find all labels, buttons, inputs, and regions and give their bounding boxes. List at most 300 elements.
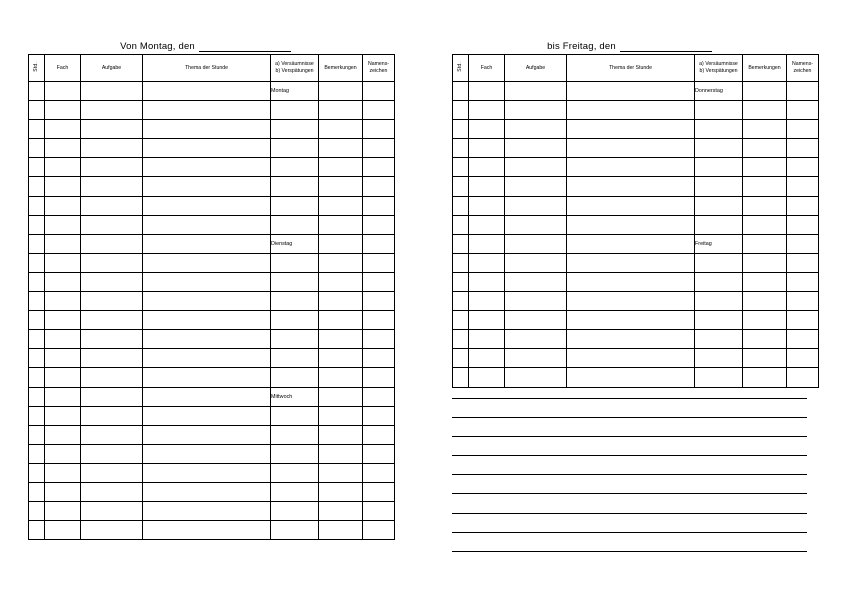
cell-thema[interactable] — [143, 158, 271, 177]
note-line[interactable] — [452, 475, 807, 494]
cell-namenszeichen[interactable] — [363, 425, 395, 444]
cell-aufgabe[interactable] — [505, 215, 567, 234]
cell-bemerkungen[interactable] — [319, 196, 363, 215]
cell-aufgabe[interactable] — [81, 139, 143, 158]
table-row[interactable] — [29, 311, 395, 330]
cell-versaeumnisse[interactable] — [271, 101, 319, 120]
cell-versaeumnisse[interactable] — [695, 330, 743, 349]
cell-std[interactable] — [453, 272, 469, 291]
cell-thema[interactable] — [567, 177, 695, 196]
cell-std[interactable] — [29, 406, 45, 425]
cell-versaeumnisse[interactable] — [271, 253, 319, 272]
table-row[interactable] — [453, 330, 819, 349]
cell-aufgabe[interactable] — [81, 253, 143, 272]
cell-fach[interactable] — [469, 196, 505, 215]
cell-std[interactable] — [29, 120, 45, 139]
cell-thema[interactable] — [143, 463, 271, 482]
cell-bemerkungen[interactable] — [319, 101, 363, 120]
cell-std[interactable] — [453, 253, 469, 272]
note-line[interactable] — [452, 418, 807, 437]
cell-thema[interactable] — [143, 82, 271, 101]
cell-versaeumnisse[interactable] — [695, 368, 743, 387]
cell-std[interactable] — [453, 368, 469, 387]
cell-aufgabe[interactable] — [505, 101, 567, 120]
cell-std[interactable] — [29, 215, 45, 234]
cell-namenszeichen[interactable] — [787, 253, 819, 272]
cell-namenszeichen[interactable] — [787, 368, 819, 387]
cell-versaeumnisse[interactable] — [271, 425, 319, 444]
cell-thema[interactable] — [143, 406, 271, 425]
cell-std[interactable] — [29, 330, 45, 349]
cell-bemerkungen[interactable] — [319, 120, 363, 139]
cell-std[interactable] — [453, 311, 469, 330]
cell-std[interactable] — [29, 177, 45, 196]
cell-namenszeichen[interactable] — [787, 330, 819, 349]
cell-thema[interactable] — [567, 349, 695, 368]
cell-namenszeichen[interactable] — [363, 215, 395, 234]
cell-bemerkungen[interactable] — [319, 463, 363, 482]
cell-fach[interactable] — [45, 311, 81, 330]
cell-fach[interactable] — [469, 120, 505, 139]
cell-std[interactable] — [29, 349, 45, 368]
cell-versaeumnisse[interactable] — [271, 272, 319, 291]
cell-versaeumnisse[interactable] — [271, 521, 319, 540]
cell-aufgabe[interactable] — [81, 406, 143, 425]
cell-fach[interactable] — [45, 349, 81, 368]
cell-aufgabe[interactable] — [505, 196, 567, 215]
table-row[interactable] — [453, 311, 819, 330]
table-row[interactable] — [453, 82, 819, 101]
cell-bemerkungen[interactable] — [743, 215, 787, 234]
cell-namenszeichen[interactable] — [787, 272, 819, 291]
cell-aufgabe[interactable] — [505, 177, 567, 196]
note-line[interactable] — [452, 533, 807, 552]
cell-bemerkungen[interactable] — [319, 215, 363, 234]
cell-bemerkungen[interactable] — [319, 82, 363, 101]
cell-fach[interactable] — [45, 253, 81, 272]
cell-thema[interactable] — [143, 444, 271, 463]
cell-fach[interactable] — [469, 272, 505, 291]
cell-versaeumnisse[interactable] — [271, 406, 319, 425]
cell-aufgabe[interactable] — [505, 253, 567, 272]
cell-std[interactable] — [29, 368, 45, 387]
cell-bemerkungen[interactable] — [319, 425, 363, 444]
cell-aufgabe[interactable] — [81, 502, 143, 521]
cell-std[interactable] — [453, 139, 469, 158]
cell-thema[interactable] — [567, 101, 695, 120]
cell-aufgabe[interactable] — [505, 158, 567, 177]
cell-fach[interactable] — [469, 158, 505, 177]
table-row[interactable] — [29, 406, 395, 425]
cell-thema[interactable] — [143, 292, 271, 311]
cell-fach[interactable] — [469, 177, 505, 196]
cell-thema[interactable] — [143, 101, 271, 120]
table-row[interactable] — [29, 387, 395, 406]
cell-namenszeichen[interactable] — [787, 139, 819, 158]
table-row[interactable] — [453, 272, 819, 291]
cell-thema[interactable] — [143, 215, 271, 234]
cell-versaeumnisse[interactable] — [695, 311, 743, 330]
cell-versaeumnisse[interactable] — [695, 292, 743, 311]
cell-thema[interactable] — [567, 253, 695, 272]
cell-fach[interactable] — [45, 502, 81, 521]
table-row[interactable] — [29, 463, 395, 482]
table-row[interactable] — [29, 272, 395, 291]
cell-aufgabe[interactable] — [81, 387, 143, 406]
table-row[interactable] — [29, 502, 395, 521]
cell-bemerkungen[interactable] — [319, 311, 363, 330]
cell-std[interactable] — [29, 272, 45, 291]
cell-thema[interactable] — [567, 196, 695, 215]
cell-aufgabe[interactable] — [505, 292, 567, 311]
cell-versaeumnisse[interactable] — [695, 101, 743, 120]
cell-namenszeichen[interactable] — [787, 82, 819, 101]
table-row[interactable] — [29, 521, 395, 540]
cell-bemerkungen[interactable] — [319, 330, 363, 349]
cell-namenszeichen[interactable] — [363, 253, 395, 272]
table-row[interactable] — [453, 368, 819, 387]
cell-namenszeichen[interactable] — [363, 177, 395, 196]
table-row[interactable] — [29, 482, 395, 501]
cell-fach[interactable] — [469, 139, 505, 158]
cell-thema[interactable] — [567, 120, 695, 139]
cell-bemerkungen[interactable] — [319, 349, 363, 368]
cell-aufgabe[interactable] — [505, 330, 567, 349]
cell-aufgabe[interactable] — [81, 444, 143, 463]
cell-versaeumnisse[interactable] — [271, 444, 319, 463]
cell-std[interactable] — [453, 349, 469, 368]
cell-std[interactable] — [29, 82, 45, 101]
cell-bemerkungen[interactable] — [743, 253, 787, 272]
cell-bemerkungen[interactable] — [319, 521, 363, 540]
table-row[interactable] — [29, 158, 395, 177]
cell-bemerkungen[interactable] — [743, 311, 787, 330]
cell-fach[interactable] — [45, 215, 81, 234]
cell-bemerkungen[interactable] — [319, 444, 363, 463]
cell-namenszeichen[interactable] — [363, 82, 395, 101]
cell-thema[interactable] — [143, 368, 271, 387]
cell-aufgabe[interactable] — [505, 311, 567, 330]
cell-aufgabe[interactable] — [81, 101, 143, 120]
cell-aufgabe[interactable] — [81, 463, 143, 482]
cell-thema[interactable] — [567, 139, 695, 158]
table-row[interactable] — [29, 120, 395, 139]
cell-versaeumnisse[interactable] — [271, 215, 319, 234]
cell-namenszeichen[interactable] — [363, 234, 395, 253]
table-row[interactable] — [29, 253, 395, 272]
cell-namenszeichen[interactable] — [363, 272, 395, 291]
cell-namenszeichen[interactable] — [363, 120, 395, 139]
cell-thema[interactable] — [143, 502, 271, 521]
cell-namenszeichen[interactable] — [363, 311, 395, 330]
cell-fach[interactable] — [45, 406, 81, 425]
cell-fach[interactable] — [45, 482, 81, 501]
cell-aufgabe[interactable] — [81, 349, 143, 368]
cell-bemerkungen[interactable] — [743, 101, 787, 120]
cell-bemerkungen[interactable] — [319, 177, 363, 196]
cell-bemerkungen[interactable] — [319, 502, 363, 521]
cell-std[interactable] — [453, 158, 469, 177]
table-row[interactable] — [29, 425, 395, 444]
cell-std[interactable] — [453, 215, 469, 234]
cell-thema[interactable] — [143, 330, 271, 349]
cell-versaeumnisse[interactable] — [695, 215, 743, 234]
cell-std[interactable] — [29, 482, 45, 501]
cell-thema[interactable] — [143, 120, 271, 139]
table-row[interactable] — [453, 215, 819, 234]
cell-aufgabe[interactable] — [505, 82, 567, 101]
cell-thema[interactable] — [143, 482, 271, 501]
note-line[interactable] — [452, 456, 807, 475]
cell-namenszeichen[interactable] — [787, 234, 819, 253]
table-row[interactable] — [29, 368, 395, 387]
table-row[interactable] — [29, 349, 395, 368]
cell-versaeumnisse[interactable] — [695, 253, 743, 272]
cell-thema[interactable] — [143, 196, 271, 215]
cell-bemerkungen[interactable] — [319, 139, 363, 158]
cell-fach[interactable] — [45, 330, 81, 349]
cell-bemerkungen[interactable] — [319, 482, 363, 501]
cell-aufgabe[interactable] — [81, 272, 143, 291]
cell-fach[interactable] — [469, 311, 505, 330]
cell-fach[interactable] — [45, 272, 81, 291]
cell-fach[interactable] — [45, 234, 81, 253]
cell-std[interactable] — [29, 463, 45, 482]
cell-namenszeichen[interactable] — [363, 349, 395, 368]
table-row[interactable] — [29, 234, 395, 253]
cell-thema[interactable] — [143, 234, 271, 253]
cell-namenszeichen[interactable] — [363, 196, 395, 215]
cell-fach[interactable] — [469, 101, 505, 120]
cell-namenszeichen[interactable] — [363, 368, 395, 387]
cell-versaeumnisse[interactable] — [271, 482, 319, 501]
table-row[interactable] — [29, 444, 395, 463]
right-title-write-line[interactable] — [620, 42, 712, 52]
table-row[interactable] — [453, 253, 819, 272]
cell-aufgabe[interactable] — [505, 368, 567, 387]
cell-fach[interactable] — [45, 196, 81, 215]
cell-versaeumnisse[interactable] — [271, 158, 319, 177]
cell-namenszeichen[interactable] — [787, 177, 819, 196]
cell-aufgabe[interactable] — [81, 311, 143, 330]
cell-bemerkungen[interactable] — [743, 330, 787, 349]
table-row[interactable] — [453, 101, 819, 120]
table-row[interactable] — [29, 82, 395, 101]
cell-versaeumnisse[interactable] — [271, 330, 319, 349]
cell-fach[interactable] — [45, 387, 81, 406]
cell-std[interactable] — [453, 82, 469, 101]
cell-thema[interactable] — [567, 158, 695, 177]
cell-std[interactable] — [29, 101, 45, 120]
cell-thema[interactable] — [143, 177, 271, 196]
cell-namenszeichen[interactable] — [363, 158, 395, 177]
cell-bemerkungen[interactable] — [743, 196, 787, 215]
cell-aufgabe[interactable] — [81, 482, 143, 501]
cell-thema[interactable] — [143, 311, 271, 330]
cell-fach[interactable] — [45, 158, 81, 177]
cell-fach[interactable] — [469, 368, 505, 387]
cell-std[interactable] — [29, 521, 45, 540]
cell-versaeumnisse[interactable] — [695, 139, 743, 158]
cell-bemerkungen[interactable] — [319, 368, 363, 387]
cell-std[interactable] — [29, 502, 45, 521]
table-row[interactable] — [29, 215, 395, 234]
cell-fach[interactable] — [469, 234, 505, 253]
note-line[interactable] — [452, 494, 807, 513]
table-row[interactable] — [29, 101, 395, 120]
table-row[interactable] — [453, 234, 819, 253]
table-row[interactable] — [453, 120, 819, 139]
cell-thema[interactable] — [567, 292, 695, 311]
cell-aufgabe[interactable] — [81, 177, 143, 196]
note-line[interactable] — [452, 398, 807, 418]
cell-aufgabe[interactable] — [505, 234, 567, 253]
table-row[interactable] — [453, 196, 819, 215]
cell-thema[interactable] — [567, 272, 695, 291]
cell-std[interactable] — [29, 444, 45, 463]
cell-aufgabe[interactable] — [81, 215, 143, 234]
cell-bemerkungen[interactable] — [743, 139, 787, 158]
cell-aufgabe[interactable] — [81, 196, 143, 215]
cell-versaeumnisse[interactable] — [271, 502, 319, 521]
table-row[interactable] — [29, 330, 395, 349]
cell-versaeumnisse[interactable] — [271, 139, 319, 158]
table-row[interactable] — [29, 196, 395, 215]
cell-aufgabe[interactable] — [81, 158, 143, 177]
cell-versaeumnisse[interactable] — [695, 272, 743, 291]
cell-thema[interactable] — [567, 330, 695, 349]
cell-namenszeichen[interactable] — [363, 444, 395, 463]
cell-thema[interactable] — [143, 387, 271, 406]
cell-namenszeichen[interactable] — [363, 330, 395, 349]
cell-aufgabe[interactable] — [81, 330, 143, 349]
cell-fach[interactable] — [469, 330, 505, 349]
cell-namenszeichen[interactable] — [787, 120, 819, 139]
cell-versaeumnisse[interactable] — [271, 196, 319, 215]
cell-fach[interactable] — [45, 139, 81, 158]
cell-fach[interactable] — [45, 444, 81, 463]
cell-fach[interactable] — [45, 425, 81, 444]
cell-fach[interactable] — [469, 292, 505, 311]
cell-fach[interactable] — [469, 82, 505, 101]
cell-namenszeichen[interactable] — [787, 215, 819, 234]
cell-fach[interactable] — [45, 120, 81, 139]
cell-fach[interactable] — [469, 253, 505, 272]
cell-std[interactable] — [29, 253, 45, 272]
cell-versaeumnisse[interactable] — [271, 349, 319, 368]
cell-bemerkungen[interactable] — [319, 387, 363, 406]
cell-fach[interactable] — [45, 292, 81, 311]
cell-namenszeichen[interactable] — [363, 521, 395, 540]
cell-bemerkungen[interactable] — [743, 234, 787, 253]
table-row[interactable] — [453, 139, 819, 158]
cell-bemerkungen[interactable] — [319, 158, 363, 177]
cell-aufgabe[interactable] — [81, 521, 143, 540]
left-title-write-line[interactable] — [199, 42, 291, 52]
cell-std[interactable] — [29, 234, 45, 253]
cell-aufgabe[interactable] — [505, 272, 567, 291]
cell-namenszeichen[interactable] — [787, 101, 819, 120]
cell-versaeumnisse[interactable] — [695, 196, 743, 215]
cell-namenszeichen[interactable] — [363, 463, 395, 482]
cell-versaeumnisse[interactable] — [271, 177, 319, 196]
cell-thema[interactable] — [567, 311, 695, 330]
cell-fach[interactable] — [45, 101, 81, 120]
cell-std[interactable] — [29, 139, 45, 158]
table-row[interactable] — [453, 292, 819, 311]
cell-namenszeichen[interactable] — [787, 349, 819, 368]
cell-std[interactable] — [453, 330, 469, 349]
cell-versaeumnisse[interactable] — [271, 463, 319, 482]
cell-bemerkungen[interactable] — [319, 406, 363, 425]
cell-aufgabe[interactable] — [81, 292, 143, 311]
cell-fach[interactable] — [45, 368, 81, 387]
cell-bemerkungen[interactable] — [743, 349, 787, 368]
cell-std[interactable] — [29, 425, 45, 444]
table-row[interactable] — [29, 292, 395, 311]
cell-aufgabe[interactable] — [81, 120, 143, 139]
cell-versaeumnisse[interactable] — [271, 368, 319, 387]
cell-thema[interactable] — [143, 272, 271, 291]
cell-versaeumnisse[interactable] — [695, 158, 743, 177]
cell-aufgabe[interactable] — [81, 82, 143, 101]
cell-std[interactable] — [29, 196, 45, 215]
cell-bemerkungen[interactable] — [319, 253, 363, 272]
cell-versaeumnisse[interactable] — [695, 349, 743, 368]
cell-bemerkungen[interactable] — [743, 120, 787, 139]
cell-thema[interactable] — [567, 234, 695, 253]
cell-namenszeichen[interactable] — [787, 311, 819, 330]
cell-aufgabe[interactable] — [505, 349, 567, 368]
cell-namenszeichen[interactable] — [363, 482, 395, 501]
cell-thema[interactable] — [567, 368, 695, 387]
cell-thema[interactable] — [143, 139, 271, 158]
cell-aufgabe[interactable] — [505, 139, 567, 158]
cell-bemerkungen[interactable] — [319, 234, 363, 253]
cell-namenszeichen[interactable] — [363, 292, 395, 311]
cell-namenszeichen[interactable] — [363, 139, 395, 158]
cell-bemerkungen[interactable] — [743, 177, 787, 196]
cell-aufgabe[interactable] — [505, 120, 567, 139]
cell-aufgabe[interactable] — [81, 234, 143, 253]
cell-fach[interactable] — [469, 215, 505, 234]
cell-bemerkungen[interactable] — [743, 292, 787, 311]
cell-std[interactable] — [453, 196, 469, 215]
table-row[interactable] — [29, 177, 395, 196]
cell-versaeumnisse[interactable] — [271, 311, 319, 330]
cell-std[interactable] — [29, 158, 45, 177]
cell-std[interactable] — [29, 387, 45, 406]
table-row[interactable] — [453, 177, 819, 196]
note-line[interactable] — [452, 437, 807, 456]
cell-fach[interactable] — [45, 82, 81, 101]
cell-std[interactable] — [453, 177, 469, 196]
table-row[interactable] — [453, 158, 819, 177]
cell-thema[interactable] — [143, 425, 271, 444]
cell-versaeumnisse[interactable] — [695, 120, 743, 139]
cell-bemerkungen[interactable] — [743, 272, 787, 291]
cell-aufgabe[interactable] — [81, 425, 143, 444]
cell-std[interactable] — [29, 311, 45, 330]
cell-bemerkungen[interactable] — [743, 368, 787, 387]
cell-bemerkungen[interactable] — [319, 272, 363, 291]
cell-bemerkungen[interactable] — [319, 292, 363, 311]
table-row[interactable] — [29, 139, 395, 158]
cell-std[interactable] — [453, 234, 469, 253]
cell-namenszeichen[interactable] — [363, 406, 395, 425]
cell-aufgabe[interactable] — [81, 368, 143, 387]
cell-fach[interactable] — [45, 521, 81, 540]
